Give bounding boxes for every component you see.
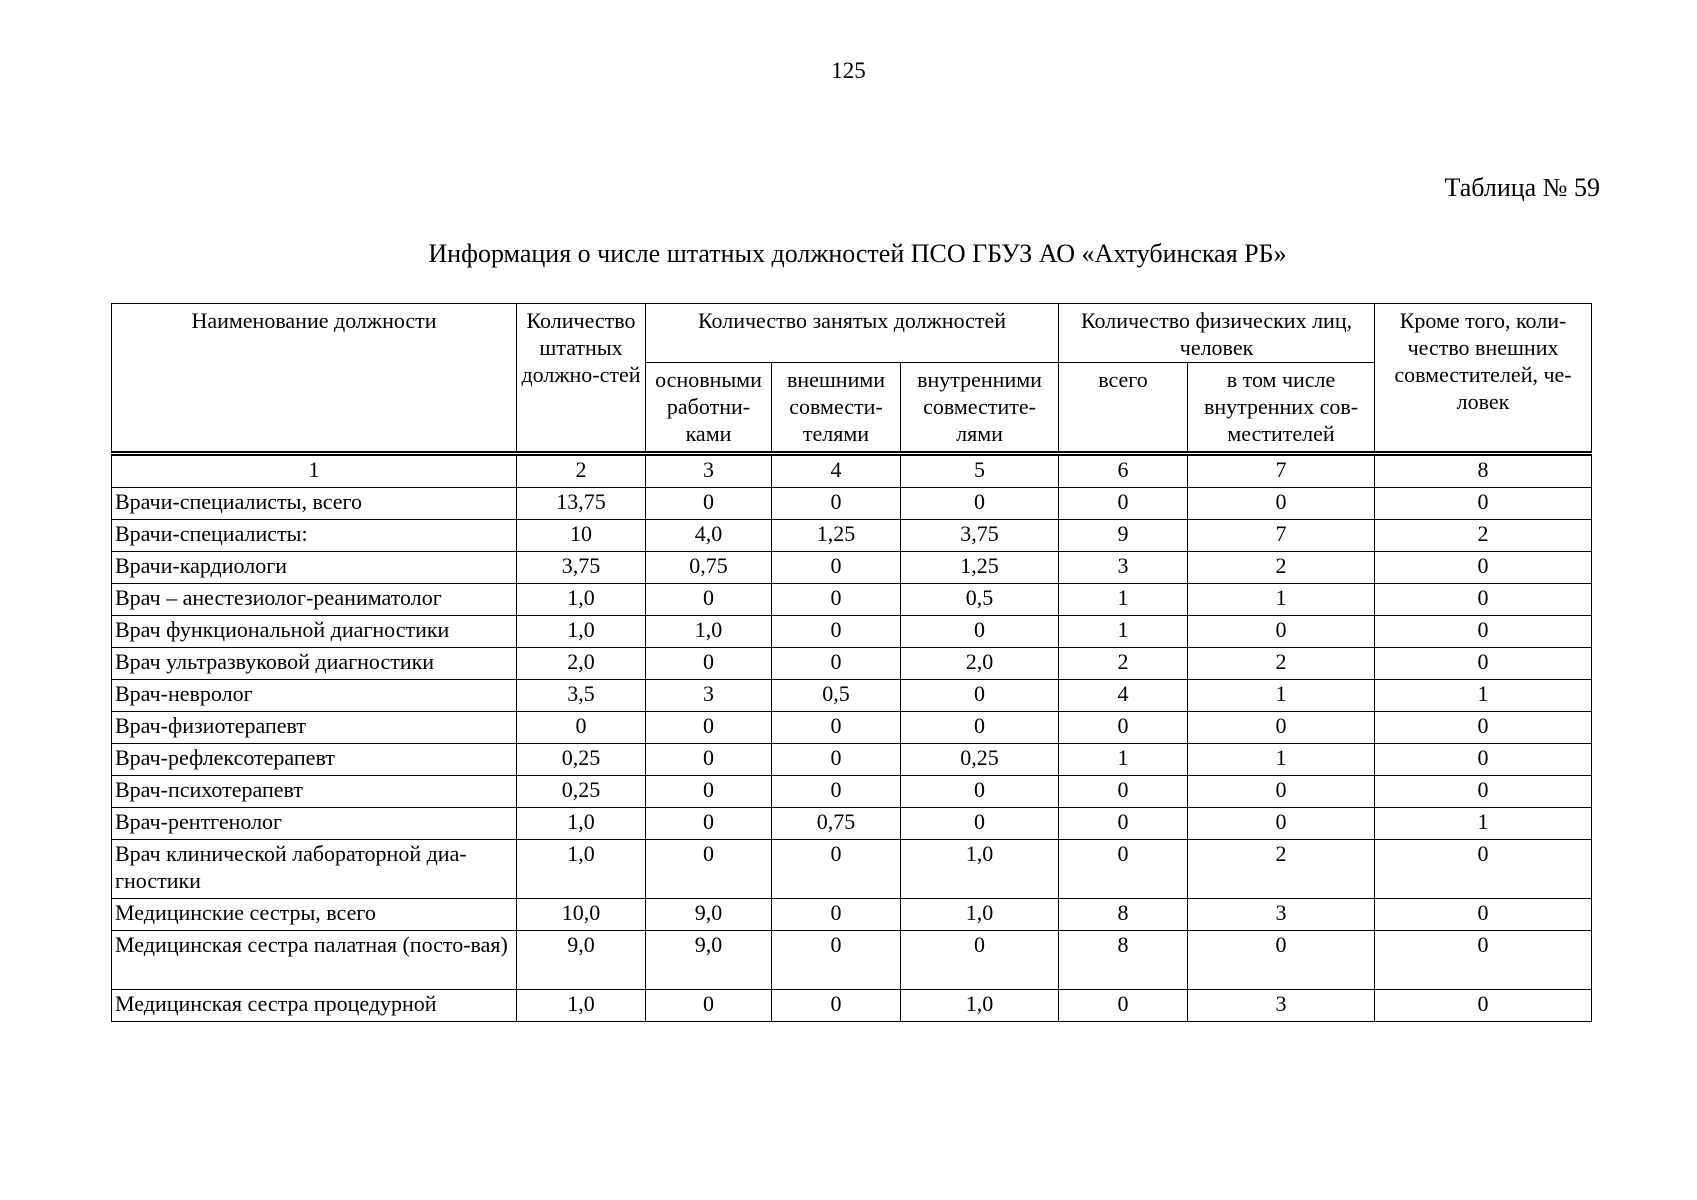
- occupied-main-cell: 0: [646, 744, 772, 776]
- table-row: [112, 776, 1592, 808]
- persons-internal-cell: 0: [1188, 808, 1375, 840]
- occupied-external-cell: 0: [772, 616, 901, 648]
- occupied-main-cell: 4,0: [646, 520, 772, 552]
- persons-internal-cell: 0: [1188, 931, 1375, 990]
- occupied-external-cell: 0: [772, 488, 901, 520]
- external-persons-cell: 0: [1375, 990, 1592, 1022]
- occupied-main-cell: 9,0: [646, 899, 772, 931]
- occupied-main-cell: 0: [646, 990, 772, 1022]
- table-row: [112, 712, 1592, 744]
- header-persons-group: Количество физических лиц, человек: [1059, 304, 1375, 363]
- column-numbers: [112, 454, 1592, 488]
- persons-internal-cell: 2: [1188, 648, 1375, 680]
- occupied-main-cell: 0: [646, 648, 772, 680]
- position-name: Врачи-специалисты:: [112, 520, 517, 552]
- occupied-internal-cell: 0: [901, 488, 1059, 520]
- occupied-main-cell: 9,0: [646, 931, 772, 990]
- table-row: [112, 648, 1592, 680]
- table-row: [112, 808, 1592, 840]
- position-name: Врач-физиотерапевт: [112, 712, 517, 744]
- occupied-external-cell: 1,25: [772, 520, 901, 552]
- external-persons-cell: 0: [1375, 744, 1592, 776]
- staff-count-cell: 1,0: [517, 840, 646, 899]
- staff-count-cell: 3,75: [517, 552, 646, 584]
- occupied-external-cell: 0: [772, 584, 901, 616]
- occupied-external-cell: 0: [772, 712, 901, 744]
- persons-internal-cell: 2: [1188, 552, 1375, 584]
- external-persons-cell: 2: [1375, 520, 1592, 552]
- persons-internal-cell: 3: [1188, 990, 1375, 1022]
- occupied-main-cell: 3: [646, 680, 772, 712]
- persons-internal-cell: 0: [1188, 712, 1375, 744]
- table-row: [112, 990, 1592, 1022]
- occupied-internal-cell: 3,75: [901, 520, 1059, 552]
- external-persons-cell: 0: [1375, 552, 1592, 584]
- occupied-main-cell: 0: [646, 488, 772, 520]
- occupied-internal-cell: 0,5: [901, 584, 1059, 616]
- document-title: Информация о числе штатных должностей ПСО ГБУЗ АО «Ахтубинская РБ»: [428, 239, 1287, 268]
- persons-total-cell: 0: [1059, 488, 1188, 520]
- staff-count-cell: 0,25: [517, 744, 646, 776]
- occupied-external-cell: 0: [772, 648, 901, 680]
- staff-count-cell: 10: [517, 520, 646, 552]
- staff-count-cell: 1,0: [517, 584, 646, 616]
- header-external-persons: Кроме того, коли-чество внешних совместителей, че-ловек: [1375, 304, 1592, 454]
- position-name: Врач-психотерапевт: [112, 776, 517, 808]
- persons-total-cell: 0: [1059, 808, 1188, 840]
- page-number: 125: [831, 58, 866, 83]
- persons-internal-cell: 0: [1188, 616, 1375, 648]
- position-name: Врач-рефлексотерапевт: [112, 744, 517, 776]
- persons-internal-cell: 2: [1188, 840, 1375, 899]
- occupied-external-cell: 0: [772, 744, 901, 776]
- header-staff-count: Количество штатных должно-стей: [517, 304, 646, 454]
- header-persons-total: всего: [1059, 363, 1188, 454]
- persons-total-cell: 9: [1059, 520, 1188, 552]
- occupied-internal-cell: 0,25: [901, 744, 1059, 776]
- occupied-external-cell: 0: [772, 931, 901, 990]
- position-name: Медицинская сестра процедурной: [112, 990, 517, 1022]
- persons-total-cell: 2: [1059, 648, 1188, 680]
- external-persons-cell: 0: [1375, 899, 1592, 931]
- table-row: [112, 584, 1592, 616]
- occupied-external-cell: 0: [772, 552, 901, 584]
- occupied-internal-cell: 0: [901, 808, 1059, 840]
- header-occupied-main: основными работни-ками: [646, 363, 772, 454]
- table-row: [112, 488, 1592, 520]
- table-header: [112, 304, 1592, 454]
- column-number: 5: [901, 454, 1059, 488]
- occupied-internal-cell: 0: [901, 712, 1059, 744]
- occupied-external-cell: 0,5: [772, 680, 901, 712]
- occupied-internal-cell: 0: [901, 931, 1059, 990]
- occupied-internal-cell: 1,0: [901, 990, 1059, 1022]
- position-name: Медицинские сестры, всего: [112, 899, 517, 931]
- header-occupied-group: Количество занятых должностей: [646, 304, 1059, 363]
- persons-internal-cell: 1: [1188, 584, 1375, 616]
- persons-total-cell: 0: [1059, 712, 1188, 744]
- column-number-row: [112, 454, 1592, 488]
- table-row: [112, 744, 1592, 776]
- header-persons-internal: в том числе внутренних сов-местителей: [1188, 363, 1375, 454]
- column-number: 4: [772, 454, 901, 488]
- external-persons-cell: 0: [1375, 931, 1592, 990]
- external-persons-cell: 1: [1375, 808, 1592, 840]
- table-row: [112, 931, 1592, 990]
- external-persons-cell: 0: [1375, 712, 1592, 744]
- column-number: 3: [646, 454, 772, 488]
- persons-internal-cell: 1: [1188, 744, 1375, 776]
- table-body: [112, 488, 1592, 1022]
- occupied-main-cell: 0: [646, 776, 772, 808]
- column-number: 2: [517, 454, 646, 488]
- persons-internal-cell: 3: [1188, 899, 1375, 931]
- persons-total-cell: 8: [1059, 899, 1188, 931]
- header-occupied-external: внешними совмести-телями: [772, 363, 901, 454]
- occupied-external-cell: 0: [772, 776, 901, 808]
- persons-internal-cell: 0: [1188, 776, 1375, 808]
- table-row: [112, 840, 1592, 899]
- table-row: [112, 616, 1592, 648]
- external-persons-cell: 0: [1375, 488, 1592, 520]
- persons-internal-cell: 0: [1188, 488, 1375, 520]
- occupied-external-cell: 0: [772, 990, 901, 1022]
- persons-internal-cell: 7: [1188, 520, 1375, 552]
- position-name: Врачи-специалисты, всего: [112, 488, 517, 520]
- occupied-external-cell: 0: [772, 899, 901, 931]
- position-name: Врачи-кардиологи: [112, 552, 517, 584]
- occupied-main-cell: 1,0: [646, 616, 772, 648]
- table-row: [112, 680, 1592, 712]
- table-row: [112, 520, 1592, 552]
- staff-count-cell: 0: [517, 712, 646, 744]
- occupied-external-cell: 0,75: [772, 808, 901, 840]
- header-name: Наименование должности: [112, 304, 517, 454]
- occupied-internal-cell: 1,25: [901, 552, 1059, 584]
- position-name: Медицинская сестра палатная (посто-вая): [112, 931, 517, 990]
- external-persons-cell: 0: [1375, 776, 1592, 808]
- persons-total-cell: 3: [1059, 552, 1188, 584]
- position-name: Врач-рентгенолог: [112, 808, 517, 840]
- table-number: Таблица № 59: [1444, 173, 1600, 202]
- staff-count-cell: 0,25: [517, 776, 646, 808]
- external-persons-cell: 0: [1375, 616, 1592, 648]
- persons-internal-cell: 1: [1188, 680, 1375, 712]
- persons-total-cell: 1: [1059, 744, 1188, 776]
- table-row: [112, 899, 1592, 931]
- occupied-internal-cell: 1,0: [901, 899, 1059, 931]
- occupied-external-cell: 0: [772, 840, 901, 899]
- occupied-internal-cell: 0: [901, 680, 1059, 712]
- table-row: [112, 552, 1592, 584]
- column-number: 1: [112, 454, 517, 488]
- staff-count-cell: 10,0: [517, 899, 646, 931]
- position-name: Врач – анестезиолог-реаниматолог: [112, 584, 517, 616]
- occupied-internal-cell: 0: [901, 776, 1059, 808]
- staff-positions-table: [111, 303, 1592, 1022]
- occupied-internal-cell: 2,0: [901, 648, 1059, 680]
- staff-count-cell: 1,0: [517, 616, 646, 648]
- occupied-internal-cell: 1,0: [901, 840, 1059, 899]
- position-name: Врач ультразвуковой диагностики: [112, 648, 517, 680]
- header-occupied-internal: внутренними совместите-лями: [901, 363, 1059, 454]
- position-name: Врач клинической лабораторной диа-гностики: [112, 840, 517, 899]
- staff-count-cell: 3,5: [517, 680, 646, 712]
- column-number: 7: [1188, 454, 1375, 488]
- persons-total-cell: 1: [1059, 616, 1188, 648]
- external-persons-cell: 0: [1375, 648, 1592, 680]
- persons-total-cell: 0: [1059, 776, 1188, 808]
- persons-total-cell: 1: [1059, 584, 1188, 616]
- external-persons-cell: 0: [1375, 584, 1592, 616]
- occupied-main-cell: 0: [646, 712, 772, 744]
- staff-count-cell: 1,0: [517, 808, 646, 840]
- persons-total-cell: 0: [1059, 840, 1188, 899]
- column-number: 8: [1375, 454, 1592, 488]
- staff-count-cell: 2,0: [517, 648, 646, 680]
- persons-total-cell: 8: [1059, 931, 1188, 990]
- occupied-main-cell: 0: [646, 840, 772, 899]
- position-name: Врач-невролог: [112, 680, 517, 712]
- position-name: Врач функциональной диагностики: [112, 616, 517, 648]
- persons-total-cell: 4: [1059, 680, 1188, 712]
- occupied-main-cell: 0: [646, 584, 772, 616]
- occupied-main-cell: 0: [646, 808, 772, 840]
- staff-count-cell: 1,0: [517, 990, 646, 1022]
- external-persons-cell: 1: [1375, 680, 1592, 712]
- column-number: 6: [1059, 454, 1188, 488]
- occupied-main-cell: 0,75: [646, 552, 772, 584]
- external-persons-cell: 0: [1375, 840, 1592, 899]
- staff-count-cell: 9,0: [517, 931, 646, 990]
- persons-total-cell: 0: [1059, 990, 1188, 1022]
- staff-count-cell: 13,75: [517, 488, 646, 520]
- occupied-internal-cell: 0: [901, 616, 1059, 648]
